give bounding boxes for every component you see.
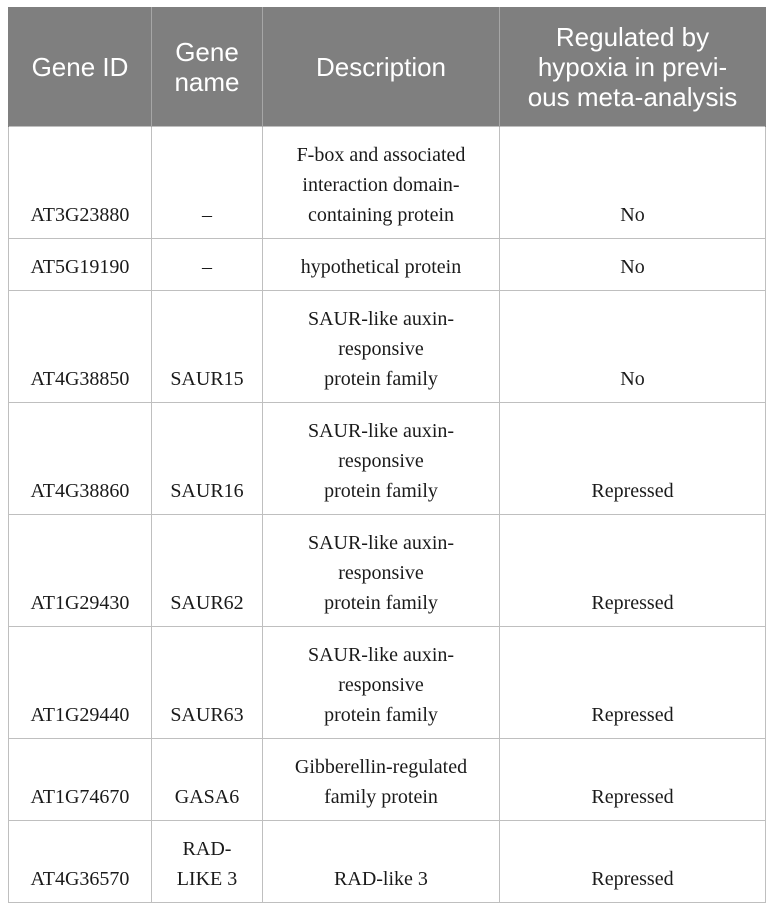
table-row bbox=[9, 291, 766, 403]
cell-gene-id bbox=[9, 739, 152, 821]
header-description: Description bbox=[263, 7, 500, 127]
cell-regulated bbox=[500, 127, 766, 239]
cell-description-text: SAUR-like auxin- bbox=[307, 420, 455, 442]
cell-description bbox=[263, 627, 500, 739]
cell-description-text: responsive bbox=[338, 674, 424, 696]
cell-regulated bbox=[500, 627, 766, 739]
cell-gene-name-text: SAUR62 bbox=[170, 592, 244, 614]
cell-gene-name bbox=[152, 627, 263, 739]
table-row bbox=[9, 239, 766, 291]
cell-description bbox=[263, 403, 500, 515]
cell-regulated bbox=[500, 821, 766, 903]
cell-description bbox=[263, 291, 500, 403]
cell-regulated bbox=[500, 739, 766, 821]
cell-description bbox=[263, 239, 500, 291]
cell-regulated-text: Repressed bbox=[591, 704, 674, 726]
cell-gene-id-text: AT1G29430 bbox=[30, 592, 130, 614]
cell-gene-id-text: AT1G74670 bbox=[30, 786, 130, 808]
cell-regulated-text: No bbox=[620, 368, 645, 390]
cell-regulated-text: Repressed bbox=[591, 480, 674, 502]
cell-description-text: responsive bbox=[338, 450, 424, 472]
cell-gene-id-text: AT1G29440 bbox=[30, 704, 130, 726]
cell-gene-id-text: AT3G23880 bbox=[30, 204, 130, 226]
cell-gene-name-text: – bbox=[202, 204, 212, 226]
header-gene-id: Gene ID bbox=[9, 7, 152, 127]
cell-gene-id bbox=[9, 403, 152, 515]
cell-description-text: SAUR-like auxin- bbox=[307, 644, 455, 666]
cell-description bbox=[263, 515, 500, 627]
cell-regulated bbox=[500, 403, 766, 515]
gene-table bbox=[8, 7, 766, 903]
cell-description-text: F-box and associated bbox=[296, 144, 466, 166]
header-row bbox=[9, 7, 766, 127]
table-body bbox=[9, 127, 766, 903]
cell-regulated-text: Repressed bbox=[591, 592, 674, 614]
cell-description-text: protein family bbox=[324, 368, 438, 390]
cell-regulated bbox=[500, 239, 766, 291]
cell-description-text: protein family bbox=[324, 704, 438, 726]
table-row bbox=[9, 739, 766, 821]
cell-gene-name bbox=[152, 291, 263, 403]
header-regulated: Regulated by hypoxia in previ- ous meta-analysis bbox=[500, 7, 766, 127]
cell-gene-id bbox=[9, 515, 152, 627]
cell-gene-name-text: LIKE 3 bbox=[176, 868, 238, 890]
table-row bbox=[9, 403, 766, 515]
cell-gene-name bbox=[152, 515, 263, 627]
cell-gene-name bbox=[152, 821, 263, 903]
cell-regulated-text: No bbox=[620, 256, 645, 278]
cell-gene-id bbox=[9, 239, 152, 291]
cell-gene-id-text: AT4G36570 bbox=[30, 868, 130, 890]
cell-description-text: containing protein bbox=[307, 204, 455, 226]
cell-gene-name bbox=[152, 739, 263, 821]
table-row bbox=[9, 627, 766, 739]
table-header bbox=[9, 7, 766, 127]
cell-regulated bbox=[500, 515, 766, 627]
cell-description-text: interaction domain- bbox=[302, 174, 460, 196]
cell-description bbox=[263, 821, 500, 903]
cell-gene-name bbox=[152, 239, 263, 291]
cell-regulated-text: Repressed bbox=[591, 786, 674, 808]
cell-gene-id-text: AT4G38850 bbox=[30, 368, 130, 390]
header-gene-name: Gene name bbox=[152, 7, 263, 127]
cell-gene-name-text: GASA6 bbox=[174, 786, 240, 808]
cell-description-text: SAUR-like auxin- bbox=[307, 308, 455, 330]
cell-description-text: hypothetical protein bbox=[300, 256, 462, 278]
cell-description-text: RAD-like 3 bbox=[334, 868, 428, 890]
cell-gene-name-text: RAD- bbox=[182, 838, 232, 860]
cell-description-text: protein family bbox=[324, 480, 438, 502]
cell-description-text: protein family bbox=[324, 592, 438, 614]
cell-description-text: Gibberellin-regulated bbox=[294, 756, 468, 778]
cell-regulated-text: No bbox=[620, 204, 645, 226]
cell-gene-name bbox=[152, 403, 263, 515]
cell-gene-name-text: SAUR16 bbox=[170, 480, 244, 502]
table-row bbox=[9, 821, 766, 903]
cell-gene-id bbox=[9, 291, 152, 403]
cell-description bbox=[263, 739, 500, 821]
cell-regulated-text: Repressed bbox=[591, 868, 674, 890]
table-row bbox=[9, 127, 766, 239]
cell-description-text: responsive bbox=[338, 338, 424, 360]
cell-gene-name-text: SAUR15 bbox=[170, 368, 244, 390]
cell-regulated bbox=[500, 291, 766, 403]
cell-gene-id-text: AT4G38860 bbox=[30, 480, 130, 502]
cell-description bbox=[263, 127, 500, 239]
cell-gene-id bbox=[9, 821, 152, 903]
cell-description-text: responsive bbox=[338, 562, 424, 584]
cell-description-text: family protein bbox=[324, 786, 438, 808]
cell-gene-name bbox=[152, 127, 263, 239]
cell-description-text: SAUR-like auxin- bbox=[307, 532, 455, 554]
cell-gene-name-text: – bbox=[202, 256, 212, 278]
cell-gene-id-text: AT5G19190 bbox=[30, 256, 130, 278]
table-row bbox=[9, 515, 766, 627]
cell-gene-name-text: SAUR63 bbox=[170, 704, 244, 726]
cell-gene-id bbox=[9, 627, 152, 739]
cell-gene-id bbox=[9, 127, 152, 239]
